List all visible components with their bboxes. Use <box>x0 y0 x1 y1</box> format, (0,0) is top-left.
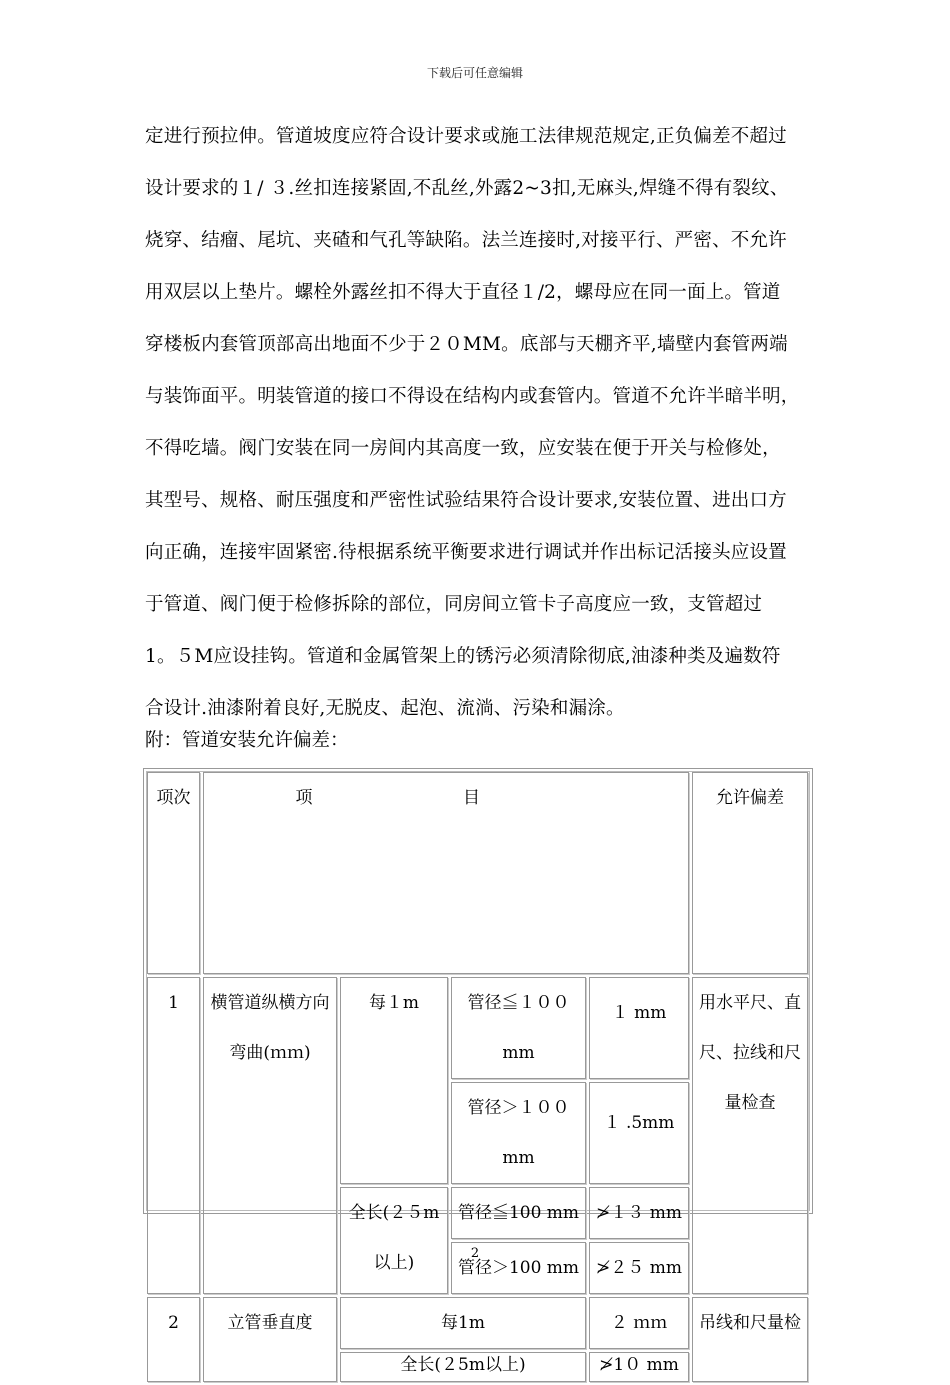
paragraph-line: 设计要求的１/ ３.丝扣连接紧固,不乱丝,外露2~3扣,无麻头,焊缝不得有裂纹、 <box>145 178 789 199</box>
row1-no: 1 <box>147 977 200 1294</box>
row1-cond-d: 管径＞100 mm <box>451 1242 586 1294</box>
row1-tol-c: ≯１３ mm <box>589 1187 689 1239</box>
row2-tol-a: ２ ｍｍ <box>589 1297 689 1349</box>
paragraph-line: 定进行预拉伸。管道坡度应符合设计要求或施工法律规范规定,正负偏差不超过 <box>145 126 787 147</box>
paragraph-line: 与装饰面平。明装管道的接口不得设在结构内或套管内。管道不允许半暗半明， <box>145 386 800 407</box>
row2-full-length: 全长(２5m以上) <box>340 1352 586 1382</box>
paragraph-line: 穿楼板内套管顶部高出地面不少于２０MM。底部与天棚齐平,墙壁内套管两端 <box>145 334 788 355</box>
row1-method: 用水平尺、直尺、拉线和尺量检查 <box>692 977 808 1294</box>
row2-tol-b: ≯1０ mm <box>589 1352 689 1382</box>
table-caption: 附：管道安装允许偏差： <box>145 730 349 751</box>
header-item-left: 项 <box>295 788 313 808</box>
row1-cond-a: 管径≦１００ mm <box>451 977 586 1079</box>
row1-tol-b: １ .5mm <box>589 1082 689 1184</box>
body-paragraph <box>145 118 825 742</box>
header-no: 项次 <box>147 772 200 974</box>
row2-no: 2 <box>147 1297 200 1382</box>
header-item-right: 目 <box>463 788 480 808</box>
row2-item: 立管垂直度 <box>203 1297 337 1382</box>
table-row <box>147 1297 811 1349</box>
row2-per-meter: 每1m <box>340 1297 586 1349</box>
row2-method: 吊线和尺量检 <box>692 1297 808 1382</box>
row1-full-length: 全长(２５m以上) <box>340 1187 448 1294</box>
paragraph-line: 不得吃墙。阀门安装在同一房间内其高度一致，应安装在便于开关与检修处， <box>145 438 781 459</box>
row1-cond-c: 管径≦100 mm <box>451 1187 586 1239</box>
paragraph-line: 烧穿、结瘤、尾坑、夹碴和气孔等缺陷。法兰连接时,对接平行、严密、不允许 <box>145 230 787 251</box>
paragraph-line: 其型号、规格、耐压强度和严密性试验结果符合设计要求,安装位置、进出口方 <box>145 490 787 511</box>
header-item <box>203 772 689 974</box>
table-row <box>147 977 811 1079</box>
paragraph-line: 于管道、阀门便于检修拆除的部位，同房间立管卡子高度应一致，支管超过 <box>145 594 763 615</box>
paragraph-line: 向正确，连接牢固紧密.待根据系统平衡要求进行调试并作出标记活接头应设置 <box>145 542 787 563</box>
tolerance-table <box>143 768 813 1375</box>
paragraph-line: 用双层以上垫片。螺栓外露丝扣不得大于直径１/2，螺母应在同一面上。管道 <box>145 282 781 303</box>
header-tolerance: 允许偏差 <box>692 772 808 974</box>
table-header-row <box>147 772 811 974</box>
page-number: 2 <box>470 1246 480 1261</box>
row1-tol-a: １ mm <box>589 977 689 1079</box>
page-header: 下载后可任意编辑 <box>426 66 523 80</box>
row1-cond-b: 管径＞１００ mm <box>451 1082 586 1184</box>
paragraph-line: 1。５M应设挂钩。管道和金属管架上的锈污必须清除彻底,油漆种类及遍数符 <box>145 646 781 667</box>
row1-item: 横管道纵横方向弯曲(ｍｍ) <box>203 977 337 1294</box>
row1-per-meter: 每１m <box>340 977 448 1184</box>
row1-tol-d: ≯２５ mm <box>589 1242 689 1294</box>
paragraph-line: 合设计.油漆附着良好,无脱皮、起泡、流淌、污染和漏涂。 <box>145 698 625 719</box>
